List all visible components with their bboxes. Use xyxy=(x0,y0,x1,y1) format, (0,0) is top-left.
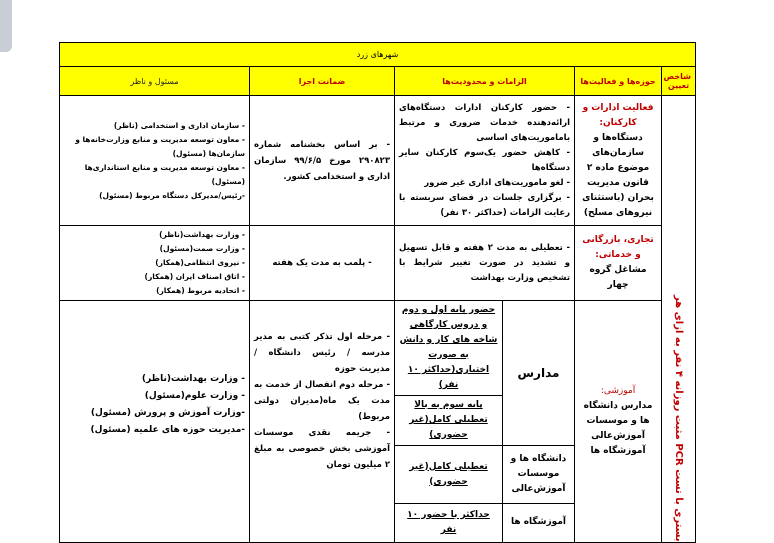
responsible-item: -وزارت آموزش و پرورش (مسئول) xyxy=(90,408,246,418)
responsible-item: - نیروی انتظامی(همکار) xyxy=(155,258,246,267)
requirement-item: - حضور کارکنان ادارات دستگاه‌های ارائه‌دهنده خدمات ضروری و مرتبط باماموریت‌های اساسی xyxy=(399,102,571,143)
responsible-item: - سازمان اداری و استخدامی (ناظر) xyxy=(113,120,246,130)
requirements-commerce: - تعطیلی به مدت ۲ هفته و قابل تسهیل و تشدید در صورت تغییر شرایط با تشخیص وزارت بهداشت xyxy=(395,226,575,301)
guarantee-education xyxy=(250,301,395,543)
yellow-cities-table xyxy=(59,42,696,543)
guarantee-commerce: - پلمب به مدت یک هفته xyxy=(250,226,395,301)
header-guarantee: ضمانت اجرا xyxy=(250,67,395,96)
guarantee-item: - مرحله دوم انفصال از خدمت به مدت یک ماه(مدیران دولتی مربوط) xyxy=(254,380,391,422)
universities-requirement: تعطیلی کامل(غیر حضوری) xyxy=(395,446,502,504)
responsible-item: - وزارت بهداشت(ناظر) xyxy=(141,374,246,384)
responsible-item: - معاون توسعه مدیریت و منابع وزارت‌خانه‌ها و سازمان‌ها (مسئول) xyxy=(75,134,246,158)
responsible-item: - وزارت بهداشت(ناظر) xyxy=(159,230,246,239)
table-title: شهرهای زرد xyxy=(60,43,696,67)
responsible-item: -رئیس/مدیرکل دستگاه مربوط (مسئول) xyxy=(99,190,246,200)
guarantee-offices: - بر اساس بخشنامه شماره ۲۹۰۸۲۳ مورخ ۹۹/۶/۵ سازمان اداری و استخدامی کشور. xyxy=(250,96,395,226)
institutes-label: آموزشگاه ها xyxy=(502,504,574,542)
responsible-item: - وزارت صمت(مسئول) xyxy=(159,244,246,253)
education-subtable-cell xyxy=(395,301,575,543)
area-commerce-body: مشاغل گروه چهار xyxy=(589,265,647,290)
education-subtable xyxy=(395,301,574,542)
responsible-item: - معاون توسعه مدیریت و منابع استانداری‌ها (مسئول) xyxy=(84,162,246,186)
responsible-item: - اتاق اصناف ایران (همکار) xyxy=(144,272,246,281)
responsible-item: - اتحادیه مربوط (همکار) xyxy=(156,286,246,295)
area-education-title: آموزشی: xyxy=(600,385,636,396)
area-offices-body: دستگاه‌ها و سازمان‌های موضوع ماده ۲ قانون مدیریت بحران (باستثنای نیروهای مسلح) xyxy=(582,132,654,218)
schools-label: مدارس xyxy=(502,301,574,446)
window-corner-tab xyxy=(0,0,12,52)
responsible-commerce xyxy=(60,226,250,301)
header-areas: حوزه‌ها و فعالیت‌ها xyxy=(575,67,662,96)
header-responsible: مسئول و ناظر xyxy=(60,67,250,96)
responsible-item: - وزارت علوم(مسئول) xyxy=(144,391,246,401)
requirement-item: - کاهش حضور یک‌سوم کارکنان سایر دستگاه‌ها xyxy=(399,147,571,173)
responsible-education xyxy=(60,301,250,543)
guarantee-item: - جریمه نقدی موسسات آموزشی بخش خصوصی به مبلغ ۲ میلیون تومان xyxy=(254,428,391,470)
area-education xyxy=(575,301,662,543)
responsible-offices xyxy=(60,96,250,226)
schools-requirement-a: حضور پایه اول و دوم و دروس کارگاهی شاخه های کار و دانش به صورت اختیاری(حداکثر ۱۰ نفر) xyxy=(395,301,502,396)
area-commerce xyxy=(575,226,662,301)
requirement-item: - لغو ماموریت‌های اداری غیر ضرور xyxy=(424,177,571,188)
requirement-item: - برگزاری جلسات در فضای سربسته با رعایت الزامات (حداکثر ۳۰ نفر) xyxy=(399,192,571,218)
area-offices xyxy=(575,96,662,226)
indicator-cell xyxy=(662,96,696,543)
guarantee-item: - مرحله اول تذکر کتبی به مدیر مدرسه / رئیس دانشگاه / مدیریت حوزه xyxy=(254,332,391,374)
area-commerce-title: تجاری، بازرگانی و خدماتی: xyxy=(582,235,654,260)
area-education-body: مدارس دانشگاه ها و موسسات آموزش‌عالی آموزشگاه ها xyxy=(583,400,653,456)
universities-label: دانشگاه ها و موسسات آموزش‌عالی xyxy=(502,446,574,504)
responsible-item: -مدیریت حوزه های علمیه (مسئول) xyxy=(90,425,246,435)
institutes-requirement: حداکثر با حضور ۱۰ نفر xyxy=(395,504,502,542)
indicator-text: بستری با تست PCR مثبت روزانه ۴ نفر به ازای هر xyxy=(673,294,685,542)
header-requirements: الزامات و محدودیت‌ها xyxy=(395,67,575,96)
area-offices-title: فعالیت ادارات و کارکنان: xyxy=(582,102,654,128)
schools-requirement-b: پایه سوم به بالا تعطیلی کامل(غیر حضوری) xyxy=(395,396,502,446)
header-indicator: شاخص تعیین xyxy=(662,67,696,96)
requirements-offices xyxy=(395,96,575,226)
